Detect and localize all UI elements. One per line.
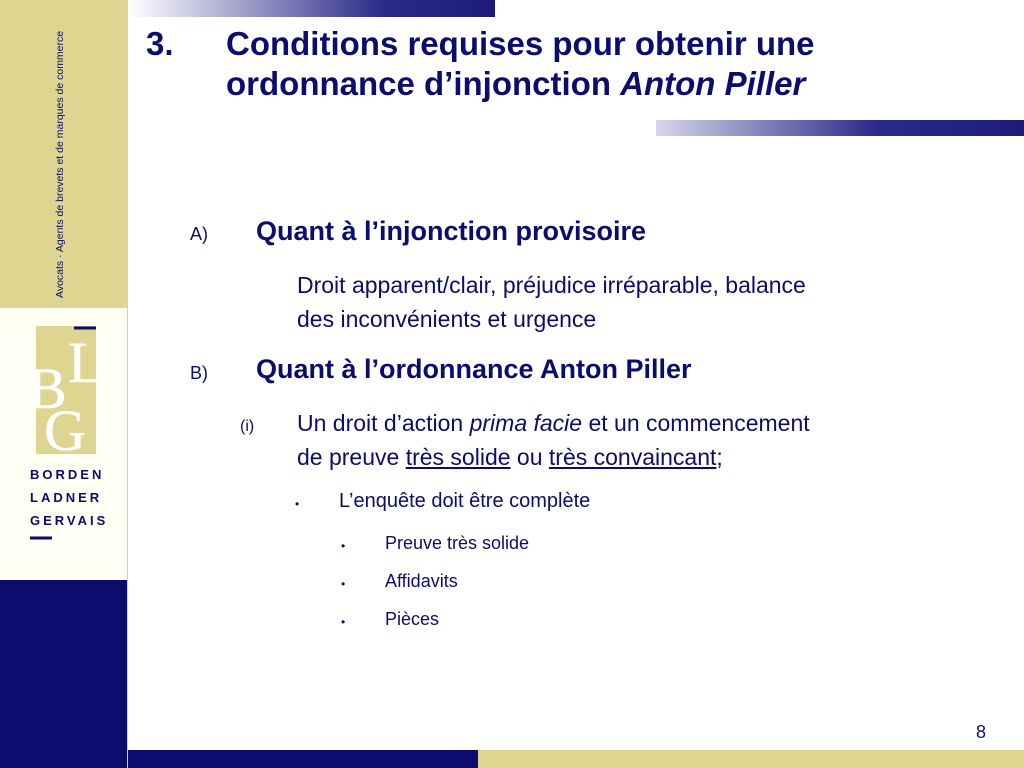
section-b-letter: B)	[190, 363, 208, 383]
company-logo	[24, 326, 106, 555]
svg-text:G: G	[44, 398, 86, 463]
sidebar-tagline: Avocats · Agents de brevets et de marques de commerce	[54, 30, 66, 298]
logo-line-2: LADNER	[30, 490, 103, 505]
svg-text:B: B	[28, 356, 67, 421]
title-italic: Anton Piller	[620, 65, 806, 102]
sub-sub-bullet-dot-1: •	[341, 539, 346, 553]
item-i-line-2: de preuve très solide ou très convaincant;	[297, 444, 723, 470]
title-line-1: Conditions requises pour obtenir une	[226, 25, 815, 62]
section-a-body	[297, 268, 806, 336]
section-a-heading: Quant à l’injonction provisoire	[256, 216, 647, 246]
sub-sub-bullet-dot-3: •	[341, 615, 346, 629]
sub-bullet-text: L’enquête doit être complète	[339, 490, 591, 512]
blg-logo-mark	[24, 326, 106, 550]
page-number: 8	[976, 722, 987, 742]
logo-line-1: BORDEN	[30, 467, 105, 482]
item-i-marker: (i)	[240, 418, 255, 435]
sidebar-divider	[127, 0, 128, 768]
sub-bullet-dot: •	[295, 497, 300, 511]
title-text	[226, 24, 815, 104]
svg-text:L: L	[68, 330, 104, 395]
item-i-line-1: Un droit d’action prima facie et un commencement	[297, 410, 810, 436]
section-a-body-line-1: Droit apparent/clair, préjudice irréparable, balance	[297, 272, 806, 298]
title-gradient-bar	[656, 120, 1024, 136]
logo-line-3: GERVAIS	[30, 513, 106, 528]
bottom-bar-navy	[128, 750, 478, 768]
title-number: 3.	[146, 25, 174, 62]
sub-sub-bullet-dot-2: •	[341, 577, 346, 591]
bottom-bar-khaki	[478, 750, 1024, 768]
sub-sub-bullet-2: Affidavits	[385, 571, 458, 591]
sidebar-bottom-panel	[0, 580, 128, 768]
section-b-heading: Quant à l’ordonnance Anton Piller	[256, 354, 692, 384]
sub-sub-bullet-3: Pièces	[385, 609, 440, 629]
section-a-body-line-2: des inconvénients et urgence	[297, 306, 597, 332]
section-a-letter: A)	[190, 224, 208, 244]
item-i-text	[297, 406, 810, 474]
sub-sub-bullet-1: Preuve très solide	[385, 533, 530, 553]
top-gradient-bar	[128, 0, 495, 17]
title-line-2: ordonnance d’injonction Anton Piller	[226, 65, 806, 102]
